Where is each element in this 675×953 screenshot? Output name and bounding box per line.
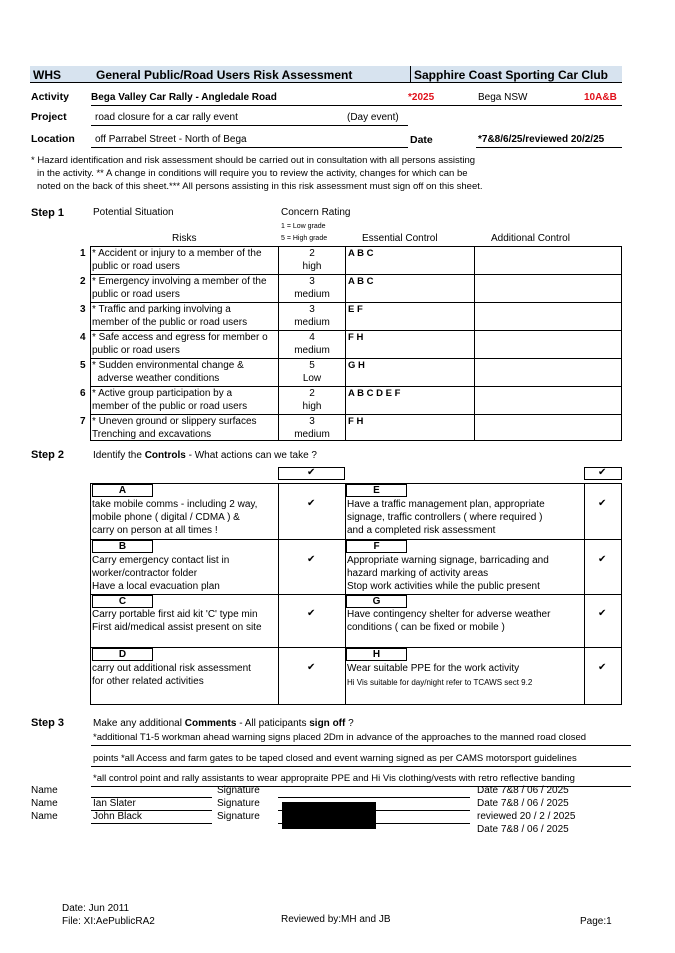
date-underline	[476, 147, 622, 148]
risk-num: 4	[80, 332, 86, 343]
control-e-line: Have a traffic management plan, appropriate	[347, 499, 545, 510]
control-a-tick: ✔	[307, 498, 316, 509]
comment-line: *additional T1-5 workman ahead warning signs placed 2Dm in advance of the approaches to the manned road closed	[93, 732, 587, 743]
signoff-date: Date 7&8 / 06 / 2025	[477, 824, 569, 835]
control-f-line: Appropriate warning signage, barricading and	[347, 555, 549, 566]
control-f-tick: ✔	[598, 554, 607, 565]
control-d-line: for other related activities	[92, 676, 204, 687]
risk-line1: * Active group participation by a	[92, 388, 233, 399]
control-e-tick: ✔	[598, 498, 607, 509]
signature-line	[278, 797, 470, 798]
whs-label: WHS	[33, 68, 61, 82]
tick-header-right-mark: ✔	[598, 467, 607, 478]
risk-controls: A B C D E F	[348, 388, 401, 399]
control-a-line: carry on person at all times !	[92, 525, 218, 536]
form-title: General Public/Road Users Risk Assessment	[96, 68, 353, 82]
risk-num: 2	[80, 276, 86, 287]
risk-grade: medium	[294, 289, 330, 300]
step3-prompt-mid: - All paticipants	[236, 718, 310, 729]
step1-label: Step 1	[31, 207, 65, 219]
step3-prompt-bold1: Comments	[184, 718, 237, 729]
control-f-line: Stop work activities while the public present	[347, 581, 540, 592]
risk-line2: member of the public or road users	[92, 317, 248, 328]
control-letter-g: G	[346, 595, 407, 608]
signoff-name-label: Name	[31, 811, 58, 822]
risk-grade: high	[302, 401, 322, 412]
date-label: Date	[410, 134, 433, 146]
step3-prompt	[93, 718, 354, 729]
tick-header-left-mark: ✔	[307, 467, 316, 478]
intro-line-3: noted on the back of this sheet.*** All persons assisting in this risk assessment must sign off on this sheet.	[37, 181, 483, 192]
risk-rating: 5	[309, 360, 315, 371]
risk-controls: A B C	[348, 276, 374, 287]
project-value: road closure for a car rally event	[95, 112, 238, 123]
footer-page: Page:1	[580, 916, 612, 927]
control-c-tick: ✔	[307, 608, 316, 619]
control-c-line: Carry portable first aid kit 'C' type min	[92, 609, 258, 620]
risk-controls: E F	[348, 304, 363, 315]
risk-controls: G H	[348, 360, 365, 371]
risk-line2: adverse weather conditions	[92, 373, 220, 384]
control-a-line: mobile phone ( digital / CDMA ) &	[92, 512, 240, 523]
risk-line1: * Emergency involving a member of the	[92, 276, 267, 287]
risk-num: 7	[80, 416, 86, 427]
signoff-date: Date 7&8 / 06 / 2025	[477, 798, 569, 809]
low-grade-note: 1 = Low grade	[281, 223, 326, 230]
activity-value: Bega Valley Car Rally - Angledale Road	[91, 92, 277, 103]
risk-col-div-3	[474, 246, 475, 441]
signoff-signature-label: Signature	[217, 811, 260, 822]
control-e-line: signage, traffic controllers ( where required )	[347, 512, 543, 523]
risk-line2: public or road users	[92, 345, 180, 356]
comment-underline	[91, 745, 631, 746]
project-label: Project	[31, 111, 67, 123]
control-letter-d: D	[92, 648, 153, 661]
risk-line1: * Uneven ground or slippery surfaces	[92, 416, 257, 427]
risk-controls: A B C	[348, 248, 374, 259]
signoff-date: Date 7&8 / 06 / 2025	[477, 785, 569, 796]
control-b-line: worker/contractor folder	[92, 568, 198, 579]
potential-situation: Potential Situation	[93, 207, 174, 218]
step3-prompt-pre: Make any additional	[93, 718, 185, 729]
control-letter-c: C	[92, 595, 153, 608]
name-line	[91, 823, 212, 824]
control-d-line: carry out additional risk assessment	[92, 663, 251, 674]
signoff-date: reviewed 20 / 2 / 2025	[477, 811, 576, 822]
risk-rating: 2	[309, 388, 315, 399]
activity-label: Activity	[31, 91, 69, 103]
risk-line1: * Sudden environmental change &	[92, 360, 244, 371]
footer-date: Date: Jun 2011	[62, 903, 130, 914]
footer-reviewed: Reviewed by:MH and JB	[281, 914, 391, 925]
activity-place: Bega NSW	[478, 92, 528, 103]
concern-rating: Concern Rating	[281, 207, 351, 218]
step3-prompt-bold2: sign off	[309, 718, 346, 729]
location-underline	[91, 147, 408, 148]
control-g-tick: ✔	[598, 608, 607, 619]
risk-rating: 2	[309, 248, 315, 259]
risk-controls: F H	[348, 332, 364, 343]
risk-rating: 4	[309, 332, 315, 343]
control-a-line: take mobile comms - including 2 way,	[92, 499, 258, 510]
risk-rating: 3	[309, 304, 315, 315]
signoff-signature-label: Signature	[217, 798, 260, 809]
signoff-name-label: Name	[31, 798, 58, 809]
signoff-name: Ian Slater	[93, 798, 136, 809]
col-risks: Risks	[172, 233, 197, 244]
intro-line-2: in the activity. ** A change in conditions will require you to review the activity, changes for which can be	[37, 168, 468, 179]
header-divider	[410, 66, 411, 83]
location-label: Location	[31, 133, 75, 145]
control-c-line: First aid/medical assist present on site	[92, 622, 262, 633]
risk-num: 3	[80, 304, 86, 315]
control-b-line: Have a local evacuation plan	[92, 581, 220, 592]
club-name: Sapphire Coast Sporting Car Club	[414, 68, 609, 82]
project-underline	[91, 125, 408, 126]
risk-grade: high	[302, 261, 322, 272]
col-essential: Essential Control	[362, 233, 438, 244]
control-letter-a: A	[92, 484, 153, 497]
project-note: (Day event)	[347, 112, 399, 123]
risk-line2: member of the public or road users	[92, 401, 248, 412]
risk-line2: Trenching and excavations	[92, 429, 212, 440]
risk-grade: medium	[294, 317, 330, 328]
risk-line1: * Safe access and egress for member o	[92, 332, 268, 343]
control-b-tick: ✔	[307, 554, 316, 565]
step2-prompt-pre: Identify the	[93, 450, 145, 461]
risk-grade: Low	[302, 373, 322, 384]
control-letter-e: E	[346, 484, 407, 497]
location-value: off Parrabel Street - North of Bega	[95, 134, 247, 145]
risk-grade: medium	[294, 345, 330, 356]
control-b-line: Carry emergency contact list in	[92, 555, 230, 566]
risk-line1: * Accident or injury to a member of the	[92, 248, 262, 259]
step2-prompt	[93, 450, 317, 461]
signoff-name: John Black	[93, 811, 142, 822]
comment-underline	[91, 766, 631, 767]
risk-line2: public or road users	[92, 289, 180, 300]
risk-rating: 3	[309, 276, 315, 287]
col-additional: Additional Control	[491, 233, 570, 244]
risk-line1: * Traffic and parking involving a	[92, 304, 231, 315]
risk-num: 1	[80, 248, 86, 259]
date-value: *7&8/6/25/reviewed 20/2/25	[478, 134, 605, 145]
control-d-tick: ✔	[307, 662, 316, 673]
redacted-signature	[282, 802, 376, 829]
step3-prompt-post: ?	[345, 718, 354, 729]
control-letter-h: H	[346, 648, 407, 661]
footer-file: File: XI:AePublicRA2	[62, 916, 155, 927]
activity-code: 10A&B	[584, 92, 617, 103]
step2-prompt-bold: Controls	[144, 450, 186, 461]
risk-num: 5	[80, 360, 86, 371]
signoff-name-label: Name	[31, 785, 58, 796]
risk-line2: public or road users	[92, 261, 180, 272]
risk-col-div-2	[345, 246, 346, 441]
activity-year: *2025	[408, 92, 435, 103]
risk-num: 6	[80, 388, 86, 399]
comment-line: *all control point and rally assistants to wear appropraite PPE and Hi Vis clothing/vests with retro reflective banding	[93, 773, 575, 784]
risk-grade: medium	[294, 429, 330, 440]
control-g-line: Have contingency shelter for adverse weather	[347, 609, 551, 620]
control-g-line: conditions ( can be fixed or mobile )	[347, 622, 505, 633]
comment-line: points *all Access and farm gates to be taped closed and event warning signed as per CAMS motorsport guidelines	[93, 753, 577, 764]
risk-controls: F H	[348, 416, 364, 427]
step3-label: Step 3	[31, 717, 65, 729]
activity-underline	[91, 105, 622, 106]
control-h-tick: ✔	[598, 662, 607, 673]
signoff-signature-label: Signature	[217, 785, 260, 796]
intro-line-1: * Hazard identification and risk assessment should be carried out in consultation with all persons assisting	[31, 155, 476, 166]
control-letter-f: F	[346, 540, 407, 553]
step2-label: Step 2	[31, 449, 65, 461]
control-letter-b: B	[92, 540, 153, 553]
step2-prompt-post: - What actions can we take ?	[185, 450, 317, 461]
control-h-line: Hi Vis suitable for day/night refer to TCAWS sect 9.2	[347, 678, 533, 687]
control-e-line: and a completed risk assessment	[347, 525, 496, 536]
risk-rating: 3	[309, 416, 315, 427]
control-h-line: Wear suitable PPE for the work activity	[347, 663, 520, 674]
high-grade-note: 5 = High grade	[281, 235, 328, 242]
control-f-line: hazard marking of activity areas	[347, 568, 489, 579]
